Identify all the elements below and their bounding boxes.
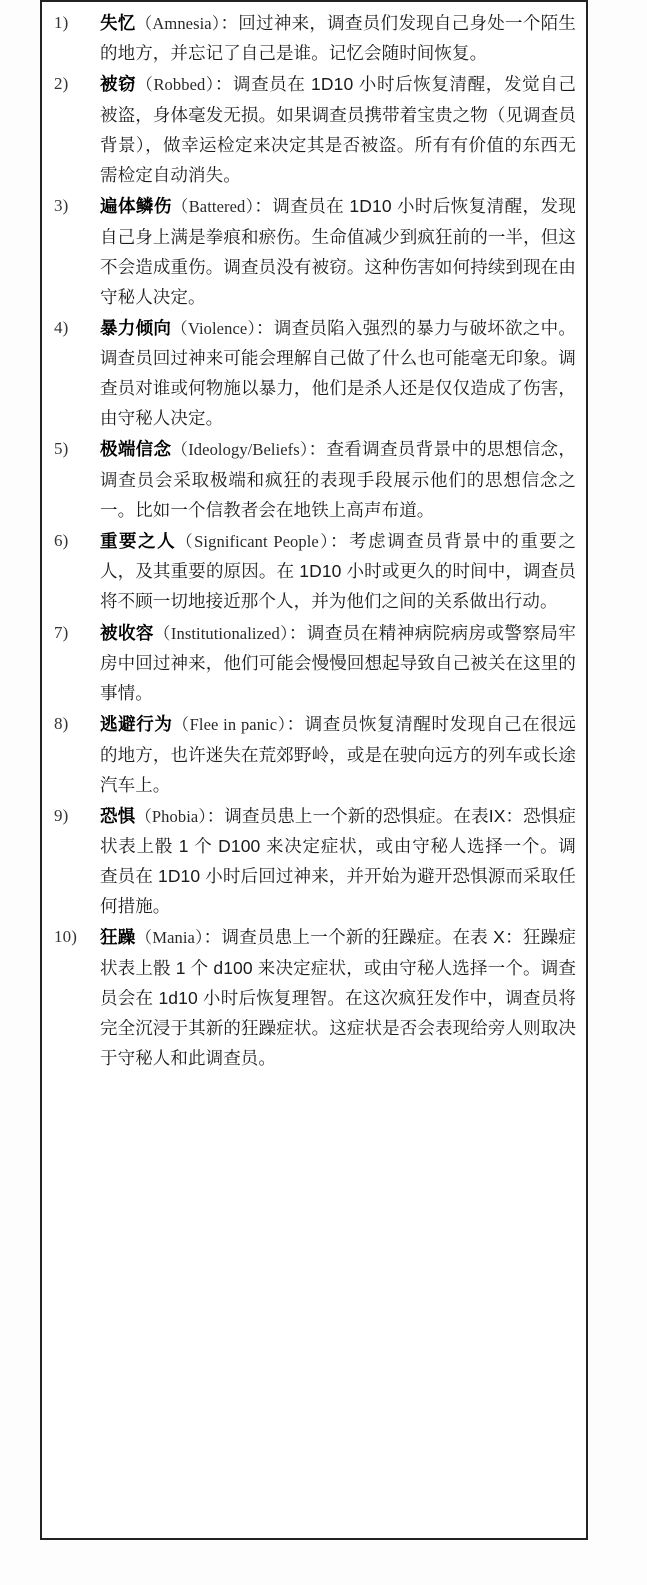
list-item [46,313,576,434]
list-item-separator: ： [203,927,222,948]
list-item-english: （Mania） [135,928,204,948]
list-item-separator: ： [288,622,307,643]
list-item-term: 被窃 [100,74,137,95]
list-item-number: 9) [54,805,69,825]
list-item-number: 6) [54,531,69,550]
list-item-english: （Violence） [171,318,257,338]
list-item [46,434,576,525]
list-item-english: （Flee in panic） [172,715,287,735]
list-item-number: 7) [54,622,69,642]
list-item-text: 查看调查员背景中的思想信念，调查员会采取极端和疯狂的表现手段展示他们的思想信念之一。比如一个信教者会在地铁上高声布道。 [100,439,576,520]
madness-results-box [40,0,588,1540]
list-item-text: 调查员在 1D10 小时后恢复清醒，发觉自己被盗，身体毫发无损。如果调查员携带着宝贵之物（见调查员背景），做幸运检定来决定其是否被盗。所有有价值的东西无需检定自动消失。 [100,74,576,186]
list-item-separator: ： [308,439,327,460]
list-item [46,709,576,800]
list-item-text: 回过神来，调查员们发现自己身处一个陌生的地方，并忘记了自己是谁。记忆会随时间恢复。 [100,13,576,64]
list-item-text: 调查员患上一个新的恐惧症。在表IX：恐惧症状表上骰 1 个 D100 来决定症状，或由守秘人选择一个。调查员在 1D10 小时后回过神来，并开始为避开恐惧源而采取任何措施。 [100,805,577,917]
list-item-term: 被收容 [100,622,154,643]
list-item-english: （Robbed） [136,75,215,95]
list-item-number: 10) [54,927,77,947]
list-item [46,801,576,922]
list-item [46,922,576,1073]
list-item-text: 调查员患上一个新的狂躁症。在表 X：狂躁症状表上骰 1 个 d100 来决定症状，或由守秘人选择一个。调查员会在 1d10 小时后恢复理智。在这次疯狂发作中，调查员将完全沉浸于其新的狂躁症状。这症状是否会表现给旁人则取决于守秘人和此调查员。 [100,927,576,1068]
list-item-term: 逃避行为 [100,714,173,735]
list-item-english: （Significant People） [176,532,331,551]
list-item [46,8,576,68]
list-item-term: 暴力倾向 [100,317,172,338]
list-item-number: 3) [54,196,69,216]
list-item [46,526,576,617]
list-item [46,191,576,312]
list-item-number: 8) [54,714,69,734]
list-item-term: 重要之人 [100,531,177,551]
list-item-text: 调查员在 1D10 小时后恢复清醒，发现自己身上满是拳痕和瘀伤。生命值减少到疯狂前的一半，但这不会造成重伤。调查员没有被窃。这种伤害如何持续到现在由守秘人决定。 [100,196,577,307]
list-item-english: （Battered） [171,197,255,217]
list-item-separator: ： [286,714,305,735]
list-item [46,69,576,190]
list-item [46,618,576,709]
list-item-term: 遍体鳞伤 [100,196,172,217]
list-item-text: 考虑调查员背景中的重要之人，及其重要的原因。在 1D10 小时或更久的时间中，调查员将不顾一切地接近那个人，并为他们之间的关系做出行动。 [100,531,576,612]
list-item-english: （Phobia） [135,806,207,826]
list-item-text: 调查员在精神病院病房或警察局牢房中回过神来，他们可能会慢慢回想起导致自己被关在这里的事情。 [100,622,576,704]
list-item-separator: ： [206,805,225,826]
list-item-term: 极端信念 [100,439,172,460]
list-item-term: 恐惧 [100,805,136,826]
list-item-number: 2) [54,74,69,94]
list-item-term: 失忆 [100,13,136,33]
list-item-text: 调查员陷入强烈的暴力与破坏欲之中。调查员回过神来可能会理解自己做了什么也可能毫无印象。调查员对谁或何物施以暴力，他们是杀人还是仅仅造成了伤害，由守秘人决定。 [100,317,576,429]
list-item-number: 4) [54,317,69,337]
list-item-separator: ： [256,317,274,338]
list-item-separator: ： [330,531,350,551]
list-item-separator: ： [220,13,239,33]
list-item-english: （Amnesia） [135,14,221,33]
list-item-separator: ： [254,196,273,217]
madness-results-list [46,8,576,1073]
list-item-separator: ： [214,74,233,95]
list-item-number: 1) [54,13,69,32]
list-item-number: 5) [54,439,69,459]
list-item-english: （Institutionalized） [153,623,289,643]
list-item-english: （Ideology/Beliefs） [171,440,309,460]
list-item-text: 调查员恢复清醒时发现自己在很远的地方，也许迷失在荒郊野岭，或是在驶向远方的列车或长途汽车上。 [100,714,576,795]
list-item-term: 狂躁 [100,927,136,948]
